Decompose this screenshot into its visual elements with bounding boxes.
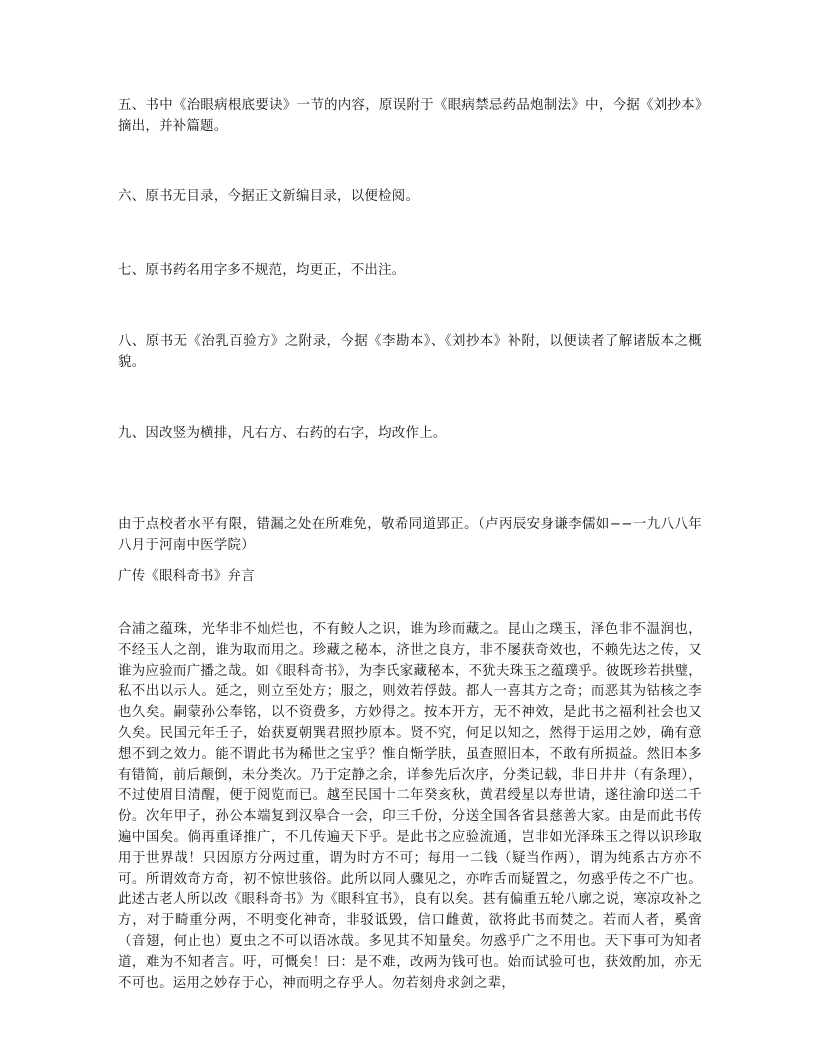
note-item-7: 七、原书药名用字多不规范，均更正，不出注。: [118, 263, 406, 278]
closing-note: 由于点校者水平有限，错漏之处在所难免，敬希同道郢正。（卢丙辰安身谦李儒如−−一九八八年八月于河南中医学院）: [118, 517, 702, 553]
note-item-9: 九、因改竖为横排，凡右方、右药的右字，均改作上。: [118, 426, 447, 441]
note-item-5: 五、书中《治眼病根底要诀》一节的内容，原误附于《眼病禁忌药品炮制法》中，今据《刘抄本》摘出，并补篇题。: [118, 98, 702, 134]
section-heading: 广传《眼科奇书》弁言: [118, 569, 255, 584]
preface-body-text: 合浦之蕴珠，光华非不灿烂也，不有鲛人之识，谁为珍而藏之。昆山之璞玉，泽色非不温润也，不经玉人之剖，谁为取而用之。珍藏之秘本，济世之良方，非不屡获奇效也，不赖先达之传，又谁为应验而广播之哉。如《眼科奇书》，为李氏家藏秘本，不犹夫珠玉之蕴璞乎。彼既珍若拱璧，私不出以示人。延之，则立至处方；服之，则效若俘鼓。都人一喜其方之奇；而恶其为钴核之李也久矣。嗣蒙孙公奉铭，以不资费多，方妙得之。按本开方，无不神效，是此书之福利社会也又久矣。民国元年壬子，始获夏朝巽君照抄原本。贤不究，何足以知之，然得于运用之妙，确有意想不到之效力。能不谓此书为稀世之宝乎？惟自惭学肤，虽查照旧本，不敢有所损益。然旧本多有错简，前后颠倒，未分类次。乃于定静之余，详参先后次序，分类记载，非日井井（有条理），不过使眉目清醒，便于阅览而已。越至民国十二年癸亥秋，黄君绶星以寿世请，遂往渝印送二千份。次年甲子，孙公本端复到汉皋合一会，印三千份，分送全国各省县慈善大家。由是而此书传遍中国矣。倘再重译推广，不几传遍天下乎。是此书之应验流通，岂非如光泽珠玉之得以识珍取用于世界哉！只因原方分两过重，谓为时方不可；每用一二钱（疑当作两），谓为纯系古方亦不可。所谓效奇方奇，初不惊世骇俗。此所以同人骤见之，亦咋舌而疑置之，勿惑乎传之不广也。此述古老人所以改《眼科奇书》为《眼科宜书》，良有以矣。甚有偏重五轮八廓之说，寒凉攻补之方，对于畸重分两，不明变化神奇，非驳诋毁，信口雌黄，欲将此书而焚之。若而人者，奚啻（音翅，何止也）夏虫之不可以语冰哉。多见其不知量矣。勿惑乎广之不用也。天下事可为知者道，难为不知者言。吁，可慨矣！曰：是不难，改两为钱可也。始而试验可也，获效酌加，亦无不可也。运用之妙存于心，神而明之存乎人。勿若刻舟求剑之辈，: [118, 622, 702, 991]
note-item-6: 六、原书无目录，今据正文新编目录，以便检阅。: [118, 189, 420, 204]
note-item-8: 八、原书无《治乳百验方》之附录，今据《李勘本》、《刘抄本》补附，以便读者了解诸版本之概貌。: [118, 334, 702, 370]
